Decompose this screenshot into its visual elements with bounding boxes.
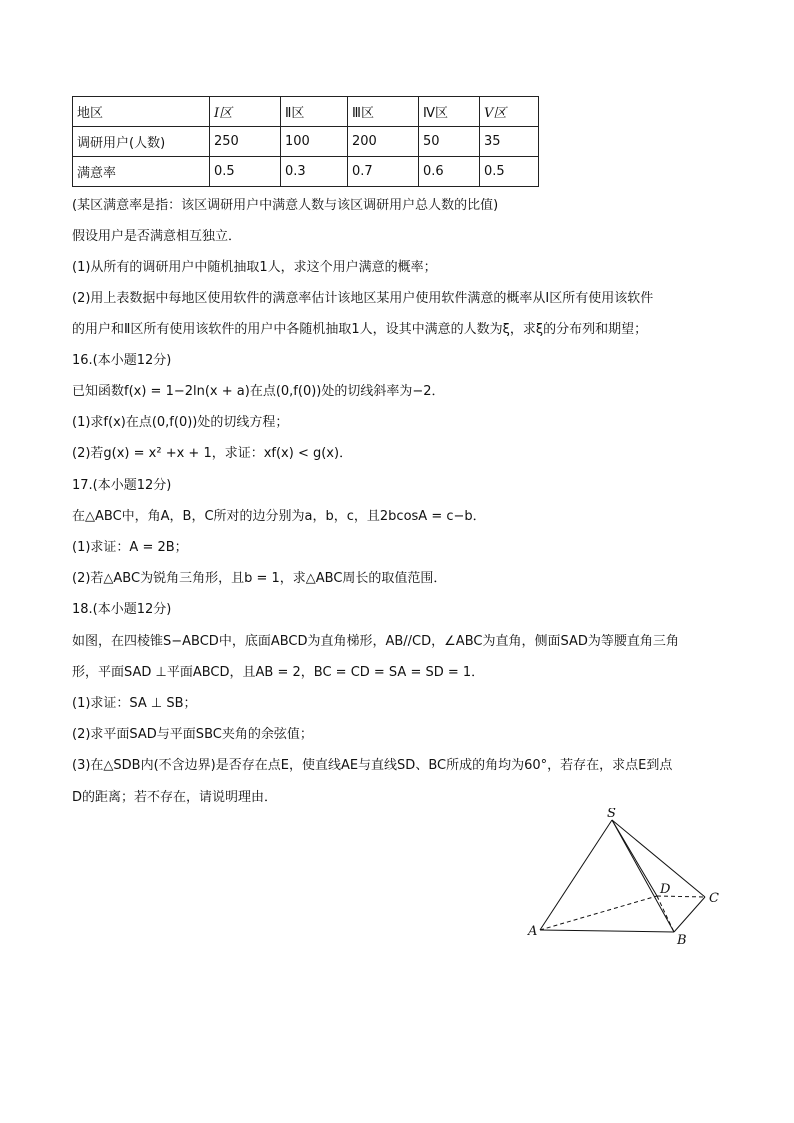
- edge-ab: [540, 930, 674, 932]
- edge-ad-hidden: [540, 896, 657, 930]
- table-cell: I区: [210, 97, 281, 127]
- table-cell: 100: [281, 127, 348, 157]
- table-cell: 满意率: [73, 157, 210, 187]
- table-cell: 250: [210, 127, 281, 157]
- table-cell: Ⅲ区: [348, 97, 419, 127]
- table-header-row: [73, 97, 539, 127]
- table-cell: 0.5: [480, 157, 539, 187]
- q16-heading: 16.(本小题12分): [72, 353, 172, 368]
- edge-sb: [612, 820, 674, 932]
- table-cell: 调研用户(人数): [73, 127, 210, 157]
- edge-sd: [612, 820, 657, 896]
- q15-part1: (1)从所有的调研用户中随机抽取1人，求这个用户满意的概率；: [72, 260, 437, 275]
- edge-sa: [540, 820, 612, 930]
- q15-part2-line1: (2)用上表数据中每地区使用软件的满意率估计该地区某用户使用软件满意的概率从Ⅰ区所有使用该软件: [72, 291, 654, 306]
- table-cell: 50: [419, 127, 480, 157]
- q18-heading: 18.(本小题12分): [72, 602, 172, 617]
- q18-part3-line2: D的距离；若不存在，请说明理由．: [72, 790, 278, 805]
- table-cell: V区: [480, 97, 539, 127]
- table-cell: 0.3: [281, 157, 348, 187]
- q17-stem: 在△ABC中，角A，B，C所对的边分别为a，b，c，且2bcosA = c−b．: [72, 509, 486, 524]
- edge-sc: [612, 820, 705, 897]
- vertex-label-s: S: [607, 808, 616, 821]
- table-row: [73, 157, 539, 187]
- q16-part2: (2)若g(x) = x² +x + 1，求证：xf(x) < g(x)．: [72, 446, 353, 461]
- vertex-label-b: B: [677, 933, 687, 948]
- q15-part2-line2: 的用户和Ⅱ区所有使用该软件的用户中各随机抽取1人，设其中满意的人数为ξ，求ξ的分布列和期望；: [72, 322, 648, 337]
- independence-assumption: 假设用户是否满意相互独立．: [72, 229, 242, 244]
- q17-part1: (1)求证：A = 2B；: [72, 540, 188, 555]
- table-cell: 0.6: [419, 157, 480, 187]
- table-cell: 35: [480, 127, 539, 157]
- table-cell: 地区: [73, 97, 210, 127]
- q18-stem-line1: 如图，在四棱锥S−ABCD中，底面ABCD为直角梯形，AB//CD，∠ABC为直角，侧面SAD为等腰直角三角: [72, 634, 679, 649]
- q17-part2: (2)若△ABC为锐角三角形，且b = 1，求△ABC周长的取值范围．: [72, 571, 447, 586]
- vertex-label-d: D: [660, 882, 671, 897]
- q18-stem-line2: 形，平面SAD ⊥平面ABCD，且AB = 2，BC = CD = SA = SD = 1．: [72, 665, 485, 680]
- q18-part1: (1)求证：SA ⊥ SB；: [72, 696, 197, 711]
- table-row: [73, 127, 539, 157]
- table-cell: Ⅳ区: [419, 97, 480, 127]
- table-cell: 200: [348, 127, 419, 157]
- q18-part3-line1: (3)在△SDB内(不含边界)是否存在点E，使直线AE与直线SD、BC所成的角均为60°，若存在，求点E到点: [72, 758, 673, 773]
- q18-part2: (2)求平面SAD与平面SBC夹角的余弦值；: [72, 727, 313, 742]
- vertex-label-c: C: [709, 891, 719, 906]
- q16-stem: 已知函数f(x) = 1−2ln(x + a)在点(0,f(0))处的切线斜率为−2．: [72, 384, 445, 399]
- pyramid-figure: [520, 808, 730, 948]
- vertex-label-a: A: [528, 924, 538, 939]
- survey-table: [72, 96, 539, 187]
- q16-part1: (1)求f(x)在点(0,f(0))处的切线方程；: [72, 415, 289, 430]
- table-cell: Ⅱ区: [281, 97, 348, 127]
- table-cell: 0.5: [210, 157, 281, 187]
- table-note: (某区满意率是指：该区调研用户中满意人数与该区调研用户总人数的比值): [72, 198, 499, 213]
- edge-bc: [674, 897, 705, 932]
- table-cell: 0.7: [348, 157, 419, 187]
- q17-heading: 17.(本小题12分): [72, 478, 172, 493]
